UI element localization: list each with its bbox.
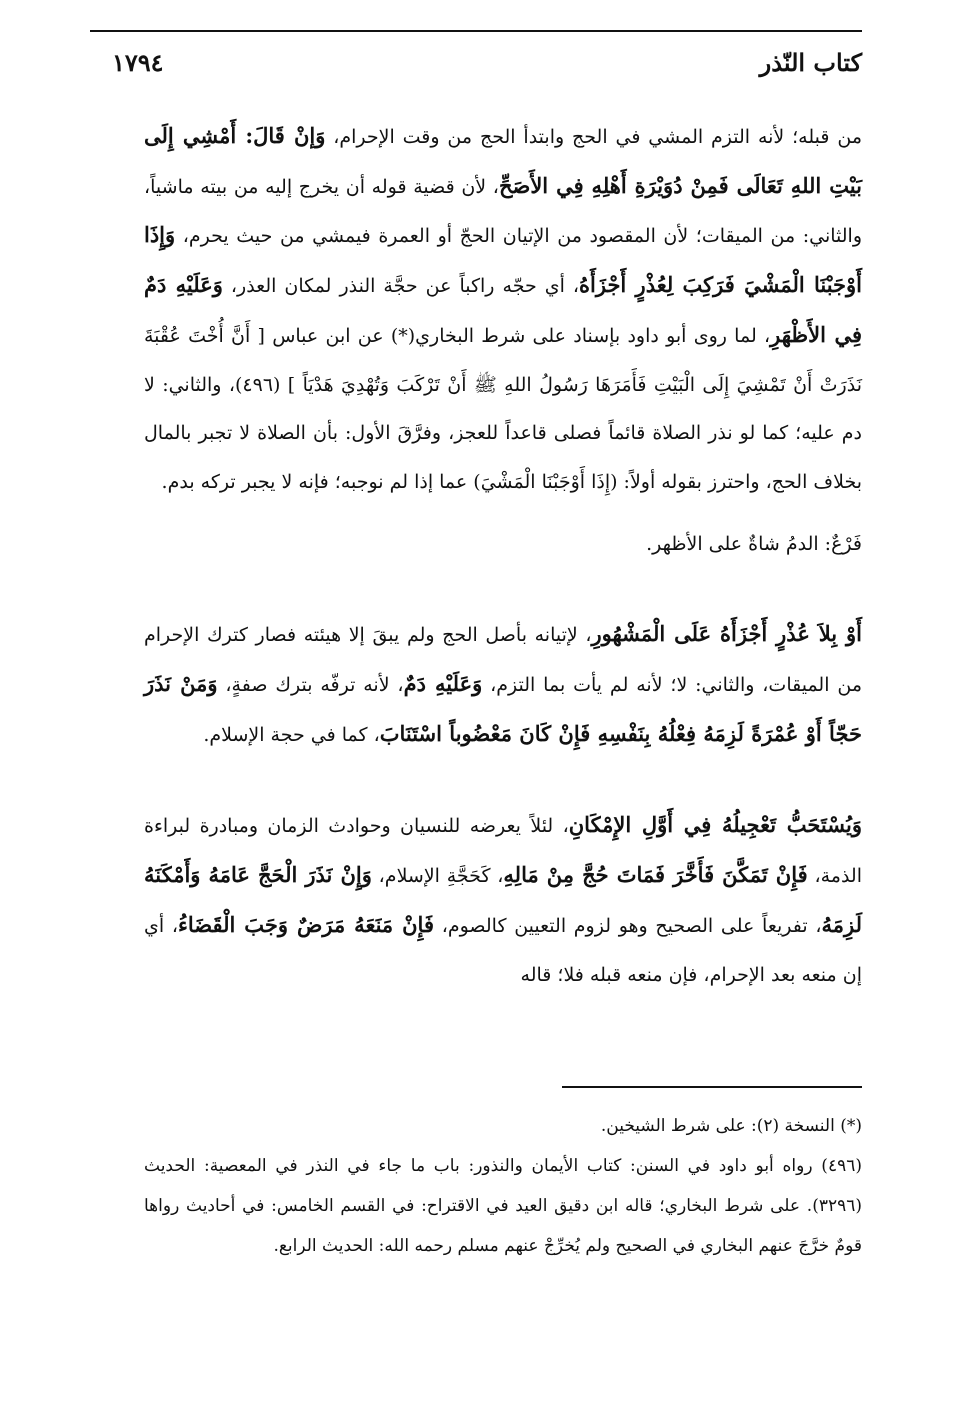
matn-text: وَيُسْتَحَبُّ تَعْجِيلُهُ فِي أَوَّلِ الإِمْكَانِ xyxy=(568,812,862,838)
matn-text: وَعَلَيْهِ دَمٌ xyxy=(403,671,483,697)
commentary-text: ، أي حجّه راكباً عن حجَّة النذر لمكان العذر، xyxy=(222,275,580,298)
commentary-text: ، تفريعاً على الصحيح وهو لزوم التعيين كالصوم، xyxy=(434,914,822,937)
paragraph-1 xyxy=(144,112,862,507)
matn-text: وَإنْ قَالَ: أَمْشِي إِلَى بَيْتِ اللهِ تَعَالَى فَمِنْ دُوَيْرَةِ أَهْلِهِ فِي الأَصَحِّ xyxy=(144,123,862,198)
main-text xyxy=(144,112,862,999)
matn-text: وَمَنْ نَذَرَ حَجّاً أَوْ عُمْرَةً لَزِمَهُ فِعْلُهُ بِنَفْسِهِ فَإِنْ كَانَ مَعْضُوباً اسْتَنَابَ xyxy=(144,671,862,746)
matn-text: وَعَلَيْهِ دَمٌ فِي الأَظْهَرِ xyxy=(144,272,862,347)
commentary-text: من قبله؛ لأنه التزم المشي في الحج وابتدأ الحج من وقت الإحرام، xyxy=(325,126,862,148)
far-subheading: فَرْعٌ: الدمُ شاةٌ على الأظهر. xyxy=(646,532,862,555)
matn-text: وَإِذَا أَوْجَبْنَا الْمَشْيَ فَرَكِبَ لِعُذْرٍ أَجْزَأَهُ xyxy=(144,222,863,298)
page-number: ١٧٩٤ xyxy=(112,48,164,77)
paragraph-4 xyxy=(144,801,862,999)
commentary-text: ، لما روى أبو داود بإسناد على شرط البخاري(*) عن ابن عباس [ أَنَّ أُخْتَ عُقْبَةَ نَذَرَتْ أَنْ تَمْشِيَ إِلَى الْبَيْتِ فَأَمَرَهَا رَسُولُ اللهِ ﷺ أَنْ تَرْكَبَ وَتُهْدِيَ هَدْيَاً ] (٤٩٦)، والثاني: لا دم عليه؛ كما لو نذر الصلاة قائماً فصلى قاعداً للعجز، وفرَّقَ الأول: بأن الصلاة لا تجبر بالمال بخلاف الحج، واحترز بقوله أولاً: (إِذَا أَوْجَبْنَا الْمَشْيَ) عما إذا لم نوجبه؛ فإنه لا يجبر تركه بدم. xyxy=(144,324,862,493)
commentary-text: ، لئلاً يعرضه للنسيان وحوادث الزمان ومبادرة لبراءة الذمة، xyxy=(144,815,863,888)
footnote-1: (*) النسخة (٢): على شرط الشيخين. xyxy=(600,1116,862,1136)
commentary-text: ، لإتيانه بأصل الحج ولم يبقَ إلا هيئته فصار كترك الإحرام من الميقات، والثاني: لا؛ لأنه لم يأت بما التزم، xyxy=(144,624,863,697)
footnotes xyxy=(144,1106,862,1266)
commentary-text: ، لأن قضية قوله أن يخرج إليه من بيته ماشياً، والثاني: من الميقات؛ لأن المقصود من الإتيان الحجّ أو العمرة فيمشي من حيث يحرم، xyxy=(144,175,862,248)
commentary-text: ، كما في حجة الإسلام. xyxy=(203,723,380,746)
matn-text: وَإِنْ نَذَرَ الْحَجَّ عَامَهُ وَأَمْكَنَهُ لَزِمَهُ xyxy=(144,862,863,937)
matn-text: فَإِنْ مَنَعَهُ مَرَضٌ وَجَبَ الْقَضَاءُ xyxy=(177,911,434,937)
header-rule xyxy=(90,30,862,32)
paragraph-3 xyxy=(144,610,862,759)
matn-text: فَإِنْ تَمَكَّنَ فَأَخَّرَ فَمَاتَ حُجَّ مِنْ مَالِهِ xyxy=(503,862,808,888)
book-title: كتاب النّذر xyxy=(759,48,862,77)
commentary-text: ، أي إن منعه بعد الإحرام، فإن منعه قبله فلا؛ قاله xyxy=(144,914,862,986)
matn-text: أَوْ بِلاَ عُذْرٍ أَجْزَأَهُ عَلَى الْمَشْهُورِ xyxy=(591,621,862,647)
footnote-separator xyxy=(562,1086,862,1088)
commentary-text: ، لأنه ترفّه بترك صفةٍ، xyxy=(217,674,404,697)
commentary-text: ، كَحَجَّةِ الإسلام، xyxy=(371,865,504,888)
running-header xyxy=(112,46,862,86)
footnote-2: (٤٩٦) رواه أبو داود في السنن: كتاب الأيمان والنذور: باب ما جاء في النذر في المعصية: الحديث (٣٢٩٦). على شرط البخاري؛ قاله ابن دقيق العيد في الاقتراح: في القسم الخامس: في أحاديث رواها قومٌ خرَّجَ عنهم البخاري في الصحيح ولم يُخرِّجْ عنهم مسلم رحمه الله: الحديث الرابع. xyxy=(144,1156,862,1256)
